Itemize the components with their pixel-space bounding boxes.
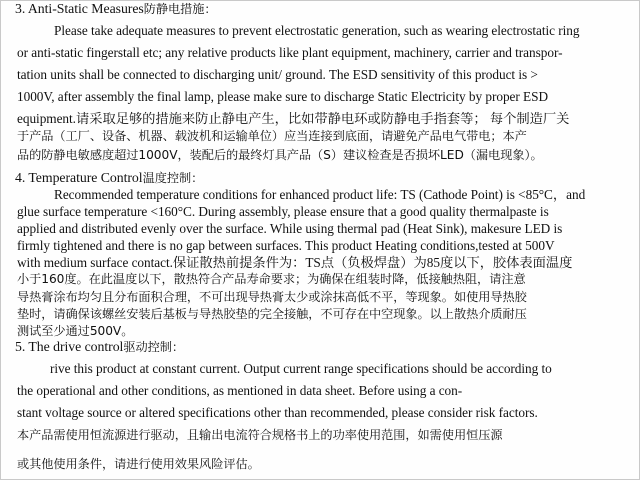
section-heading [15, 339, 184, 355]
paragraph-line: stant voltage source or altered specifications other than recommended, please consider risk factors. [17, 405, 538, 420]
paragraph-line: 导热膏涂布均匀且分布面积合理，不可出现导热膏太少或涂抹高低不平，等现象。如使用导热胶 [17, 290, 527, 304]
heading-chinese: 温度控制： [142, 171, 204, 185]
heading-english: 5. The drive control [15, 339, 124, 354]
paragraph-line: firmly tightened and there is no gap between surfaces. This product Heating conditions,tested at 500V [17, 238, 555, 253]
paragraph-line: rive this product at constant current. Output current range specifications should be according to [50, 361, 552, 376]
paragraph-line: 1000V, after assembly the final lamp, please make sure to discharge Static Electricity by proper ESD [17, 89, 549, 104]
paragraph-line: glue surface temperature <160°C. During assembly, please ensure that a good quality thermalpaste is [17, 204, 549, 219]
paragraph-text: equipment.请采取足够的措施来防止静电产生，比如带静电环或防静电手指套等； 每个制造厂关 [17, 111, 570, 126]
paragraph-line: or anti-static fingerstall etc; any relative products like plant equipment, machinery, carrier and transpor- [17, 45, 563, 60]
section-heading [15, 1, 217, 17]
paragraph-line: 小于160度。在此温度以下，散热符合产品寿命要求；为确保在组装时降，低接触热阻，请注意 [17, 272, 526, 286]
heading-english: 3. Anti-Static Measures [15, 1, 144, 16]
paragraph-line: 测试至少通过500V。 [17, 324, 134, 338]
heading-chinese: 驱动控制： [123, 340, 185, 354]
paragraph-line: applied and distributed evenly over the surface. While using thermal pad (Heat Sink), makesure LED is [17, 221, 563, 236]
paragraph-line: 于产品（工厂、设备、机器、载波机和运输单位）应当连接到底面，请避免产品电气带电；本产 [17, 129, 527, 143]
paragraph-line: the operational and other conditions, as mentioned in data sheet. Before using a con- [17, 383, 463, 398]
paragraph-line: with medium surface contact.保证散热前提条件为：TS点（负极焊盘）为85度以下，胶体表面温度 [17, 255, 573, 270]
section-heading [15, 170, 203, 186]
paragraph-line: 垫时，请确保该螺丝安装后基板与导热胶垫的完全接触，不可存在中空现象。以上散热介质耐压 [17, 307, 527, 321]
heading-chinese: 防静电措施： [143, 2, 217, 16]
paragraph-line: Recommended temperature conditions for enhanced product life: TS (Cathode Point) is <85°C，and [54, 187, 586, 202]
paragraph-line: 或其他使用条件，请进行使用效果风险评估。 [17, 457, 260, 471]
paragraph-line: tation units shall be connected to discharging unit/ ground. The ESD sensitivity of this product is > [17, 67, 538, 82]
paragraph-line: Please take adequate measures to prevent electrostatic generation, such as wearing electrostatic ring [54, 23, 580, 38]
heading-english: 4. Temperature Control [15, 170, 143, 185]
paragraph-line: 品的防静电敏感度超过1000V，装配后的最终灯具产品（S）建议检查是否损坏LED（漏电现象）。 [17, 148, 543, 162]
paragraph-line: 本产品需使用恒流源进行驱动，且输出电流符合规格书上的功率使用范围，如需使用恒压源 [17, 428, 503, 442]
paragraph-line [17, 111, 569, 127]
